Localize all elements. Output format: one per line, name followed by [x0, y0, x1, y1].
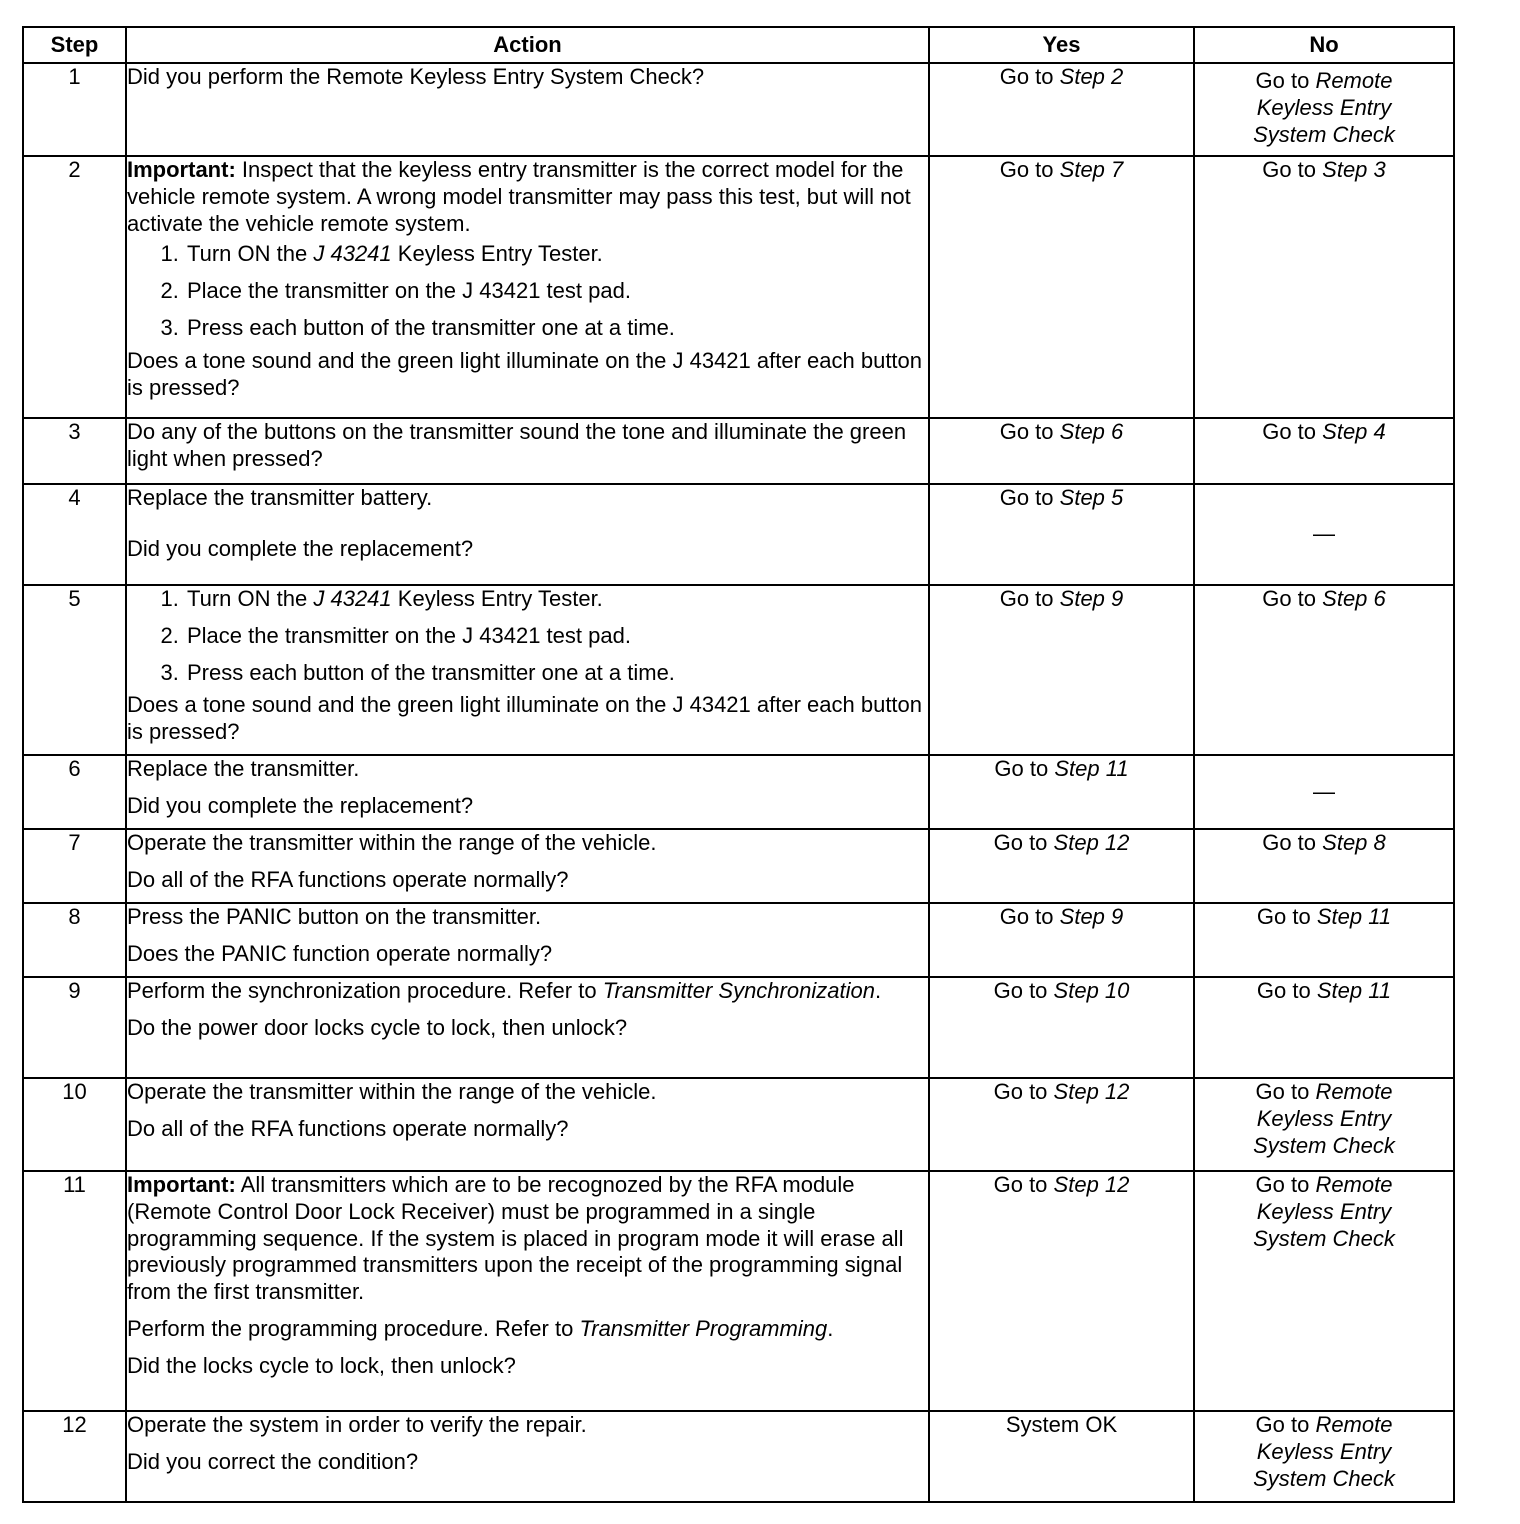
no-ref-line-3: System Check: [1253, 1225, 1395, 1251]
list-item: [185, 241, 928, 268]
go-to-text: Go to: [993, 830, 1048, 855]
action-cell: [126, 1411, 929, 1502]
action-question: Did you complete the replacement?: [127, 535, 474, 561]
go-to-text: Go to: [993, 1079, 1048, 1104]
go-to-text: Go to: [993, 1172, 1048, 1197]
action-question: Did the locks cycle to lock, then unlock?: [127, 1352, 516, 1378]
action-question: Do the power door locks cycle to lock, then unlock?: [127, 1014, 628, 1040]
yes-step-ref: Step 9: [1059, 586, 1124, 611]
step-number: 7: [23, 829, 126, 903]
yes-step-ref: Step 7: [1059, 157, 1124, 182]
list-item: 3. Press each button of the transmitter one at a time.: [185, 660, 928, 687]
no-ref-line-2: Keyless Entry: [1256, 1198, 1392, 1224]
no-ref-line-3: System Check: [1253, 1465, 1395, 1491]
yes-step-ref: Step 12: [1053, 1079, 1130, 1104]
action-cell: [126, 829, 929, 903]
no-ref-line-2: Keyless Entry: [1256, 94, 1392, 120]
no-ref-line-2: Keyless Entry: [1256, 1105, 1392, 1131]
table-row: [23, 1171, 1454, 1411]
go-to-text: Go to: [999, 904, 1054, 929]
action-question: Did you perform the Remote Keyless Entry System Check?: [127, 64, 705, 89]
no-ref-line-1: Remote: [1315, 1079, 1393, 1104]
action-cell: [126, 585, 929, 755]
table-row: [23, 156, 1454, 418]
action-cell: [126, 484, 929, 585]
action-instruction: Press the PANIC button on the transmitter.: [127, 904, 542, 929]
important-text: Inspect that the keyless entry transmitter is the correct model for the vehicle remote system. A wrong model transmitter may pass this test, but will not activate the vehicle remote system.: [127, 157, 911, 236]
no-ref-line-3: System Check: [1253, 121, 1395, 147]
step-number: 12: [23, 1411, 126, 1502]
action-question: Do all of the RFA functions operate normally?: [127, 1115, 569, 1141]
action-instruction: Replace the transmitter.: [127, 756, 360, 781]
no-cell: [1194, 156, 1454, 418]
yes-cell: [929, 418, 1194, 484]
table-row: [23, 585, 1454, 755]
header-step: Step: [23, 27, 126, 63]
action-instruction: Operate the transmitter within the range of the vehicle.: [127, 1079, 657, 1104]
go-to-text: Go to: [1255, 1079, 1310, 1104]
go-to-text: Go to: [1256, 978, 1311, 1003]
procedure-ref: Transmitter Programming: [579, 1316, 828, 1342]
table-row: [23, 484, 1454, 585]
no-cell: [1194, 585, 1454, 755]
yes-cell: [929, 156, 1194, 418]
no-dash: —: [1313, 778, 1335, 804]
yes-step-ref: Step 11: [1054, 756, 1129, 781]
header-no: No: [1194, 27, 1454, 63]
instruction-text: Perform the synchronization procedure. Refer to: [127, 978, 597, 1003]
no-cell: [1194, 829, 1454, 903]
step-number: 3: [23, 418, 126, 484]
step-number: 4: [23, 484, 126, 585]
list-item: [185, 586, 928, 613]
table-row: [23, 755, 1454, 829]
header-row: [23, 27, 1454, 63]
go-to-text: Go to: [1262, 586, 1317, 611]
list-item-text: Turn ON the: [187, 241, 308, 267]
no-cell: [1194, 755, 1454, 829]
action-question: Do all of the RFA functions operate normally?: [127, 866, 569, 892]
no-cell: [1194, 1078, 1454, 1171]
yes-step-ref: Step 12: [1053, 830, 1130, 855]
procedure-list: [127, 241, 928, 341]
procedure-ref: Transmitter Synchronization: [602, 978, 875, 1003]
action-question: Did you complete the replacement?: [127, 792, 474, 818]
step-number: 8: [23, 903, 126, 977]
list-item: 3. Press each button of the transmitter one at a time.: [185, 315, 928, 342]
action-instruction: Replace the transmitter battery.: [127, 485, 433, 510]
diagnostic-table: [22, 26, 1455, 1503]
yes-step-ref: Step 5: [1059, 485, 1124, 510]
table-row: [23, 1411, 1454, 1502]
action-cell: [126, 63, 929, 156]
no-cell: [1194, 418, 1454, 484]
yes-cell: [929, 1078, 1194, 1171]
yes-cell: [929, 977, 1194, 1078]
important-note: [127, 157, 928, 237]
instruction-text: Perform the programming procedure. Refer to: [127, 1316, 574, 1342]
no-step-ref: Step 3: [1322, 157, 1386, 182]
step-number: 5: [23, 585, 126, 755]
yes-step-ref: Step 10: [1053, 978, 1130, 1003]
action-cell: [126, 903, 929, 977]
procedure-list: [127, 586, 928, 686]
list-item: 2. Place the transmitter on the J 43421 test pad.: [185, 278, 928, 305]
tool-ref: J 43241: [313, 241, 392, 267]
go-to-text: Go to: [999, 64, 1054, 89]
action-cell: [126, 418, 929, 484]
important-label: Important:: [127, 157, 236, 182]
go-to-text: Go to: [1255, 1412, 1310, 1437]
go-to-text: Go to: [1255, 1172, 1310, 1197]
go-to-text: Go to: [1262, 419, 1317, 444]
action-cell: [126, 1078, 929, 1171]
go-to-text: Go to: [1262, 830, 1317, 855]
table-row: [23, 63, 1454, 156]
action-cell: [126, 977, 929, 1078]
no-step-ref: Step 8: [1322, 830, 1386, 855]
no-cell: [1194, 63, 1454, 156]
go-to-text: Go to: [1262, 157, 1317, 182]
action-instruction: Operate the system in order to verify the repair.: [127, 1412, 587, 1437]
step-number: 9: [23, 977, 126, 1078]
go-to-text: Go to: [994, 756, 1049, 781]
list-item-text: Keyless Entry Tester.: [397, 586, 603, 611]
action-cell: [126, 755, 929, 829]
important-text: All transmitters which are to be recognozed by the RFA module (Remote Control Door Lock Receiver) must be programmed in a single programming sequence. If the system is placed in program mode it will erase all previously programmed transmitters upon the receipt of the programming signal from the first transmitter.: [127, 1172, 904, 1305]
go-to-text: Go to: [999, 586, 1054, 611]
step-number: 10: [23, 1078, 126, 1171]
no-ref-line-2: Keyless Entry: [1256, 1438, 1392, 1464]
important-note: [127, 1172, 928, 1306]
go-to-text: Go to: [1256, 904, 1311, 929]
important-label: Important:: [127, 1172, 236, 1197]
step-number: 11: [23, 1171, 126, 1411]
action-question: Do any of the buttons on the transmitter sound the tone and illuminate the green light when pressed?: [127, 419, 907, 471]
yes-cell: [929, 63, 1194, 156]
yes-cell: [929, 484, 1194, 585]
no-dash: —: [1313, 521, 1335, 547]
go-to-text: Go to: [993, 978, 1048, 1003]
action-question: Does the PANIC function operate normally?: [127, 940, 553, 966]
list-item-text: Keyless Entry Tester.: [397, 241, 603, 267]
list-item: 2. Place the transmitter on the J 43421 test pad.: [185, 623, 928, 650]
system-ok-text: System OK: [1005, 1412, 1118, 1437]
no-cell: [1194, 1411, 1454, 1502]
step-number: 6: [23, 755, 126, 829]
no-step-ref: Step 11: [1316, 978, 1392, 1003]
no-ref-line-1: Remote: [1315, 68, 1393, 93]
action-instruction: Perform the programming procedure. Refer to Transmitter Programming.: [127, 1316, 834, 1342]
go-to-text: Go to: [999, 157, 1054, 182]
no-cell: [1194, 977, 1454, 1078]
header-yes: Yes: [929, 27, 1194, 63]
no-step-ref: Step 6: [1322, 586, 1386, 611]
yes-cell: [929, 903, 1194, 977]
tool-ref: J 43241: [313, 586, 392, 611]
action-question: Does a tone sound and the green light illuminate on the J 43421 after each button is pressed?: [127, 692, 923, 745]
action-instruction: Perform the synchronization procedure. Refer to Transmitter Synchronization.: [127, 978, 882, 1003]
yes-cell: [929, 755, 1194, 829]
yes-step-ref: Step 12: [1053, 1172, 1130, 1197]
action-question: Does a tone sound and the green light illuminate on the J 43421 after each button is pressed?: [127, 347, 923, 400]
no-cell: [1194, 903, 1454, 977]
table-row: [23, 829, 1454, 903]
action-question: Did you correct the condition?: [127, 1448, 419, 1474]
yes-cell: [929, 585, 1194, 755]
go-to-text: Go to: [1255, 68, 1310, 93]
table-row: [23, 903, 1454, 977]
list-item-text: Turn ON the: [187, 586, 308, 611]
no-ref-line-1: Remote: [1315, 1172, 1393, 1197]
step-number: 2: [23, 156, 126, 418]
table-row: [23, 1078, 1454, 1171]
yes-cell: [929, 1411, 1194, 1502]
yes-step-ref: Step 9: [1059, 904, 1124, 929]
no-ref-line-1: Remote: [1315, 1412, 1393, 1437]
yes-step-ref: Step 2: [1059, 64, 1124, 89]
no-ref-line-3: System Check: [1253, 1132, 1395, 1158]
no-step-ref: Step 4: [1322, 419, 1386, 444]
table-row: [23, 977, 1454, 1078]
action-instruction: Operate the transmitter within the range of the vehicle.: [127, 830, 657, 855]
action-cell: [126, 1171, 929, 1411]
yes-cell: [929, 1171, 1194, 1411]
yes-cell: [929, 829, 1194, 903]
no-step-ref: Step 11: [1316, 904, 1392, 929]
yes-step-ref: Step 6: [1059, 419, 1124, 444]
no-cell: [1194, 1171, 1454, 1411]
action-cell: [126, 156, 929, 418]
table-row: [23, 418, 1454, 484]
header-action: Action: [126, 27, 929, 63]
no-cell: [1194, 484, 1454, 585]
go-to-text: Go to: [999, 485, 1054, 510]
go-to-text: Go to: [999, 419, 1054, 444]
step-number: 1: [23, 63, 126, 156]
